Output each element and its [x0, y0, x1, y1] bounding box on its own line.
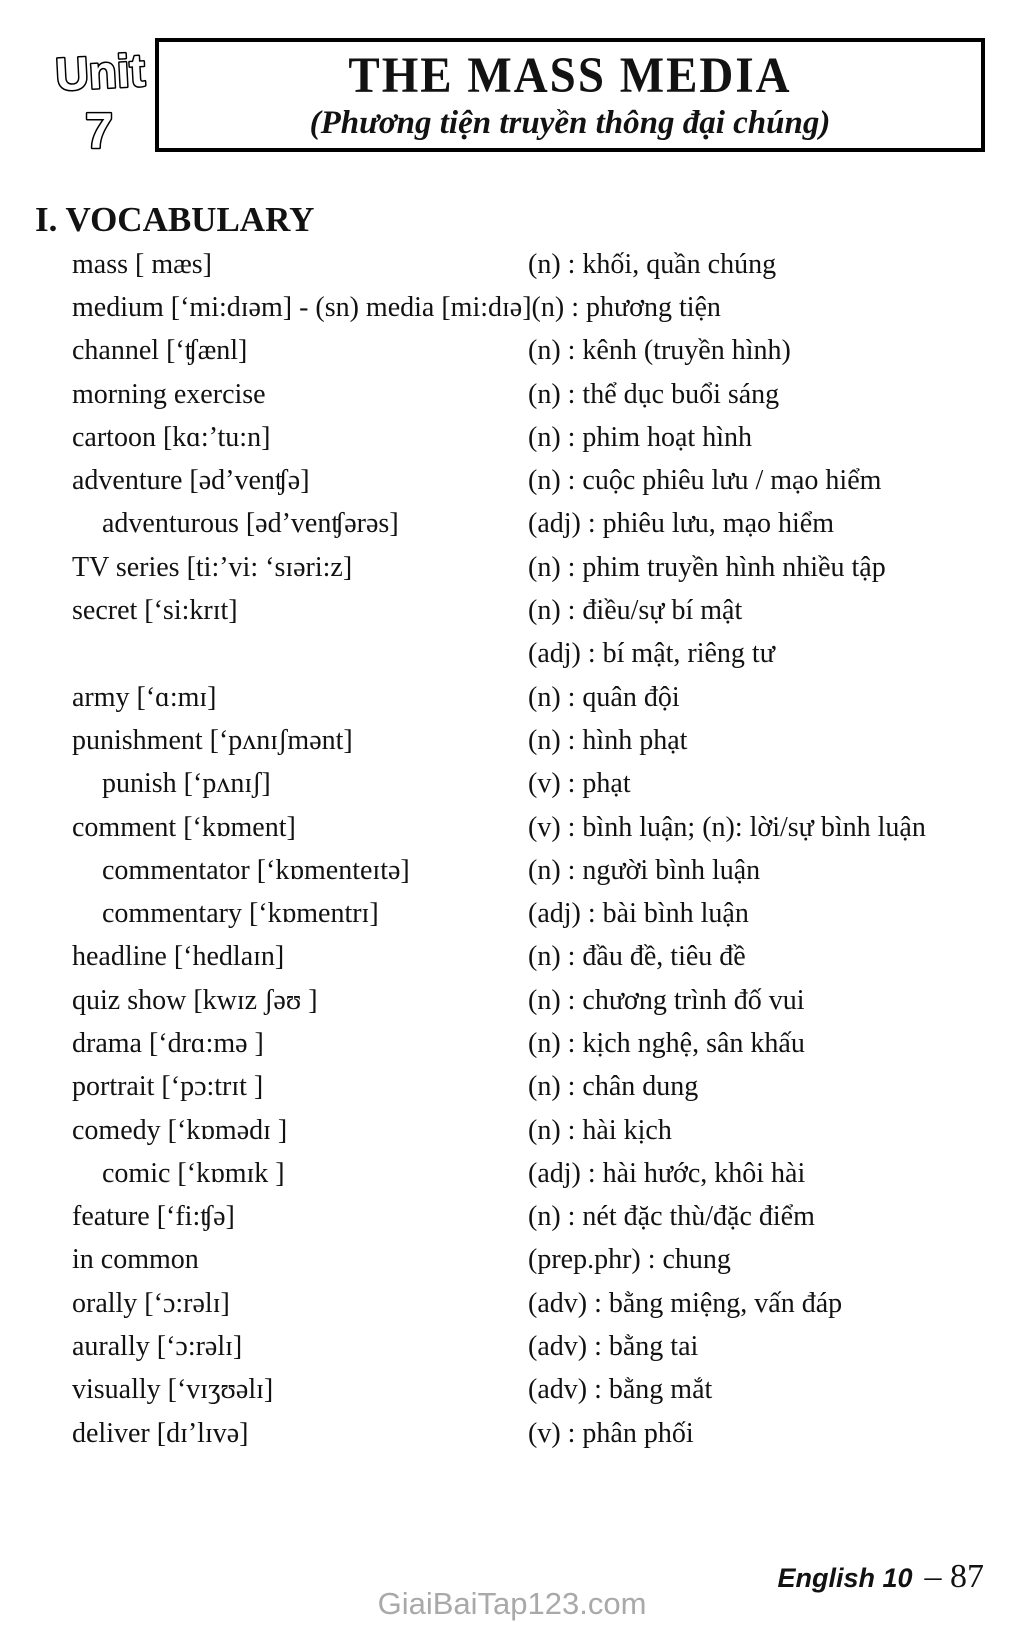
vocab-definition: (adv) : bằng mắt — [528, 1374, 713, 1406]
vocab-definition: (n) : khối, quần chúng — [528, 248, 777, 280]
vocab-row — [72, 459, 988, 502]
vocab-definition: (n) : điều/sự bí mật — [528, 595, 743, 627]
vocab-term: visually [‘vɪʒʊəlɪ] — [72, 1374, 274, 1406]
vocab-term: medium [‘mi:dɪəm] - (sn) media [mi:dɪə](n) : phương tiện — [72, 291, 721, 323]
vocab-definition: (v) : phân phối — [528, 1417, 694, 1449]
vocab-row — [72, 1282, 988, 1325]
vocab-term: portrait [‘pɔ:trɪt ] — [72, 1071, 264, 1103]
vocab-row — [72, 416, 988, 459]
vocab-row — [72, 676, 988, 719]
vocab-term: morning exercise — [72, 378, 266, 410]
vocab-term: headline [‘hedlaɪn] — [72, 941, 285, 973]
vocab-term: comic [‘kɒmɪk ] — [102, 1157, 285, 1189]
footer-book-title: English 10 — [777, 1563, 913, 1593]
vocab-row — [72, 849, 988, 892]
vocab-row — [72, 979, 988, 1022]
vocab-term: TV series [ti:’vi: ‘sɪəri:z] — [72, 551, 353, 583]
vocab-row — [72, 1066, 988, 1109]
vocab-term: orally [‘ɔ:rəlɪ] — [72, 1287, 230, 1319]
vocab-term: adventure [əd’venʧə] — [72, 465, 310, 497]
vocab-term: punishment [‘pʌnɪʃmənt] — [72, 724, 353, 756]
vocab-definition: (n) : chương trình đố vui — [528, 984, 805, 1016]
vocab-definition: (n) : hình phạt — [528, 724, 688, 756]
vocab-definition: (n) : đầu đề, tiêu đề — [528, 941, 746, 973]
unit-title: THE MASS MEDIA — [348, 47, 792, 104]
vocab-definition: (adj) : phiêu lưu, mạo hiểm — [528, 508, 834, 540]
vocab-definition: (n) : nét đặc thù/đặc điểm — [528, 1201, 815, 1233]
vocab-term: adventurous [əd’venʧərəs] — [102, 508, 399, 540]
footer-page-number: – 87 — [924, 1558, 984, 1595]
vocab-row — [72, 763, 988, 806]
vocab-row — [72, 243, 988, 286]
vocab-row — [72, 1239, 988, 1282]
watermark: GiaiBaiTap123.com — [377, 1586, 647, 1621]
vocab-definition: (n) : cuộc phiêu lưu / mạo hiểm — [528, 465, 882, 497]
vocab-definition: (n) : phim truyền hình nhiều tập — [528, 551, 886, 583]
vocab-definition: (adj) : hài hước, khôi hài — [528, 1157, 806, 1189]
vocab-row — [72, 589, 988, 632]
vocab-row — [72, 633, 988, 676]
vocab-definition: (n) : hài kịch — [528, 1114, 672, 1146]
vocab-term: commentator [‘kɒmenteɪtə] — [102, 854, 410, 886]
vocab-row — [72, 719, 988, 762]
vocab-term: channel [‘ʧænl] — [72, 335, 248, 367]
vocab-definition: (n) : người bình luận — [528, 854, 761, 886]
vocab-term: feature [‘fi:ʧə] — [72, 1201, 235, 1233]
unit-title-box — [155, 38, 985, 152]
vocab-definition: (n) : kênh (truyền hình) — [528, 335, 791, 367]
vocab-row — [72, 546, 988, 589]
vocab-row — [72, 892, 988, 935]
vocab-row — [72, 286, 988, 329]
section-heading: I. VOCABULARY — [35, 200, 315, 239]
vocab-row — [72, 806, 988, 849]
unit-subtitle: (Phương tiện truyền thông đại chúng) — [309, 104, 831, 141]
unit-badge — [34, 36, 164, 166]
vocab-term: quiz show [kwɪz ʃəʊ ] — [72, 984, 318, 1016]
vocab-term: drama [‘drɑ:mə ] — [72, 1027, 264, 1059]
vocab-term: mass [ mæs] — [72, 248, 212, 280]
vocab-row — [72, 503, 988, 546]
vocab-term: army [‘ɑ:mɪ] — [72, 681, 217, 713]
vocab-term: comment [‘kɒment] — [72, 811, 296, 843]
vocab-definition: (adj) : bí mật, riêng tư — [528, 638, 775, 670]
vocab-row — [72, 1196, 988, 1239]
vocab-definition: (prep.phr) : chung — [528, 1244, 731, 1276]
vocab-definition: (adv) : bằng miệng, vấn đáp — [528, 1287, 843, 1319]
vocab-term: secret [‘si:krɪt] — [72, 595, 238, 627]
vocab-list — [72, 243, 988, 1455]
vocab-definition: (n) : phim hoạt hình — [528, 421, 752, 453]
vocab-row — [72, 330, 988, 373]
vocab-term: commentary [‘kɒmentrɪ] — [102, 898, 379, 930]
vocab-definition: (v) : phạt — [528, 768, 631, 800]
vocab-row — [72, 1412, 988, 1455]
vocab-term: deliver [dɪ’lɪvə] — [72, 1417, 249, 1449]
vocab-term: punish [‘pʌnɪʃ] — [102, 768, 271, 800]
vocab-term: aurally [‘ɔ:rəlɪ] — [72, 1331, 243, 1363]
vocab-row — [72, 1152, 988, 1195]
vocab-row — [72, 936, 988, 979]
vocab-definition: (v) : bình luận; (n): lời/sự bình luận — [528, 811, 926, 843]
vocab-row — [72, 1022, 988, 1065]
vocab-definition: (n) : kịch nghệ, sân khấu — [528, 1027, 805, 1059]
vocab-row — [72, 1109, 988, 1152]
vocab-row — [72, 1325, 988, 1368]
unit-label: Unit — [54, 43, 147, 101]
vocab-row — [72, 373, 988, 416]
vocab-definition: (n) : quân đội — [528, 681, 680, 713]
vocab-term: in common — [72, 1244, 199, 1276]
vocab-term: cartoon [kɑ:’tu:n] — [72, 421, 271, 453]
vocab-definition: (adj) : bài bình luận — [528, 898, 749, 930]
vocab-definition: (n) : chân dung — [528, 1071, 699, 1103]
unit-number: 7 — [85, 103, 113, 159]
vocab-row — [72, 1369, 988, 1412]
vocab-definition: (n) : thể dục buổi sáng — [528, 378, 780, 410]
vocab-term: comedy [‘kɒmədɪ ] — [72, 1114, 288, 1146]
vocab-definition: (adv) : bằng tai — [528, 1331, 699, 1363]
